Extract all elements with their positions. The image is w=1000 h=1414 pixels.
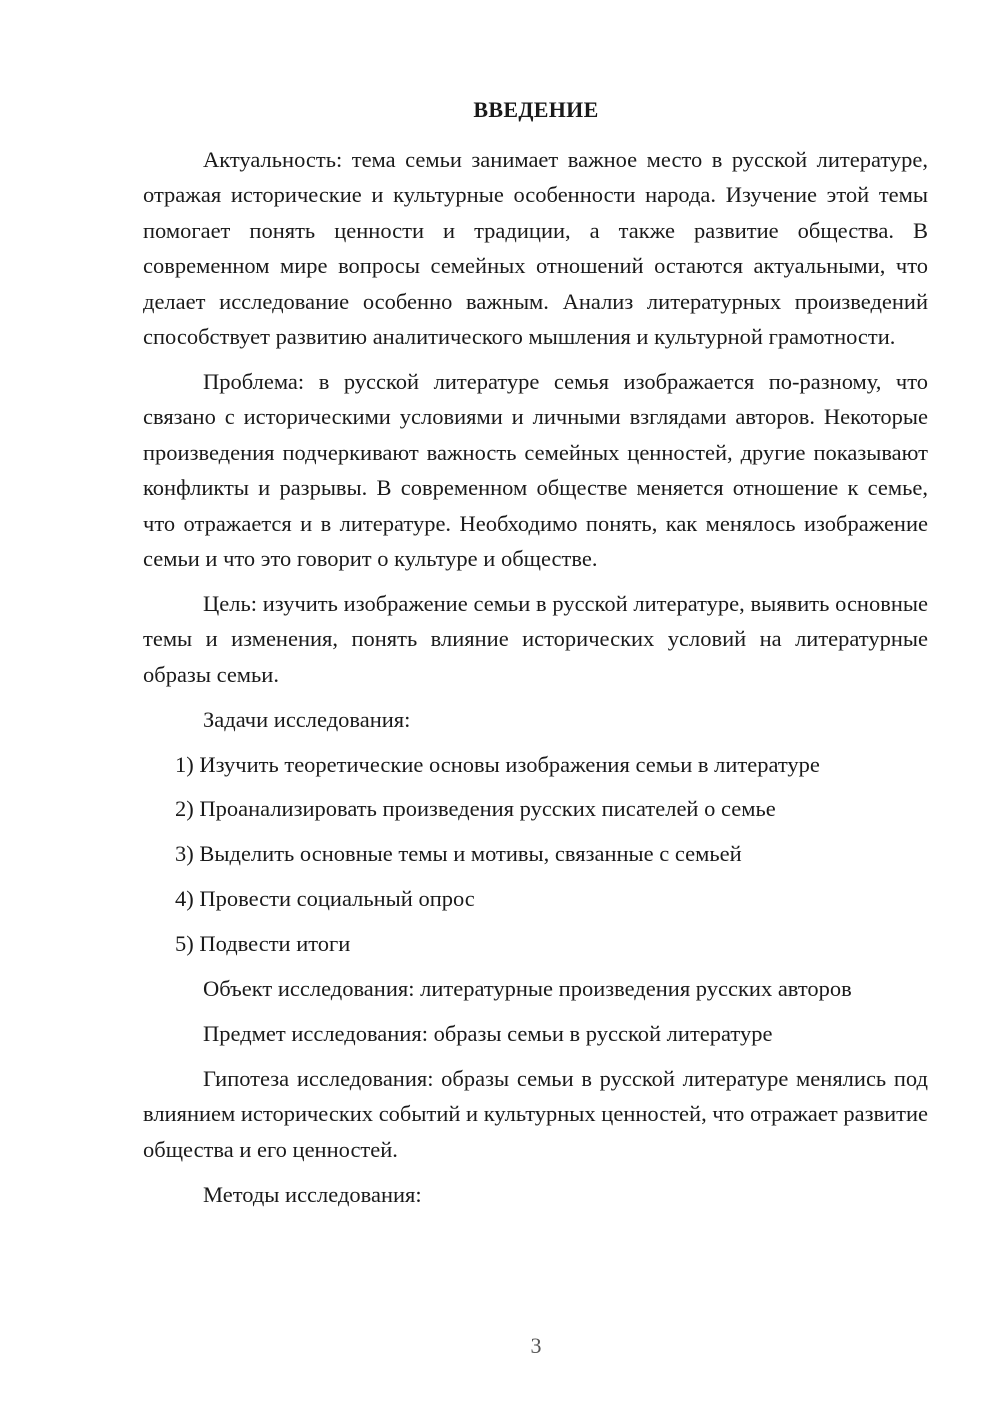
page-number: 3 — [530, 1333, 542, 1358]
methods-title: Методы исследования: — [203, 1181, 422, 1207]
paragraph-subject: Предмет исследования: образы семьи в русской литературе — [203, 1020, 773, 1046]
tasks-title: Задачи исследования: — [203, 706, 411, 732]
list-item: 4) Провести социальный опрос — [175, 886, 475, 912]
tasks-list — [143, 747, 928, 962]
list-item: 5) Подвести итоги — [175, 931, 351, 957]
paragraph-goal: Цель: изучить изображение семьи в русской литературе, выявить основные темы и изменения, понять влияние исторических условий на литературные образы семьи. — [143, 590, 928, 687]
paragraph-relevance: Актуальность: тема семьи занимает важное место в русской литературе, отражая исторические и культурные особенности народа. Изучение этой темы помогает понять ценности и традиции, а также развитие общества. В современном мире вопросы семейных отношений остаются актуальными, что делает исследование особенно важным. Анализ литературных произведений способствует развитию аналитического мышления и культурной грамотности. — [143, 147, 928, 350]
list-item: 3) Выделить основные темы и мотивы, связанные с семьей — [175, 841, 742, 867]
section-heading: ВВЕДЕНИЕ — [473, 97, 599, 122]
paragraph-hypothesis: Гипотеза исследования: образы семьи в русской литературе менялись под влиянием исторических событий и культурных ценностей, что отражает развитие общества и его ценностей. — [143, 1065, 928, 1162]
document-body — [143, 142, 928, 1221]
paragraph-object: Объект исследования: литературные произведения русских авторов — [203, 976, 852, 1002]
paragraph-problem: Проблема: в русской литературе семья изображается по-разному, что связано с историческими условиями и личными взглядами авторов. Некоторые произведения подчеркивают важность семейных ценностей, другие показывают конфликты и разрывы. В современном обществе меняется отношение к семье, что отражается и в литературе. Необходимо понять, как менялось изображение семьи и что это говорит о культуре и обществе. — [143, 368, 928, 571]
list-item: 2) Проанализировать произведения русских писателей о семье — [175, 796, 776, 822]
list-item: 1) Изучить теоретические основы изображения семьи в литературе — [175, 751, 820, 777]
